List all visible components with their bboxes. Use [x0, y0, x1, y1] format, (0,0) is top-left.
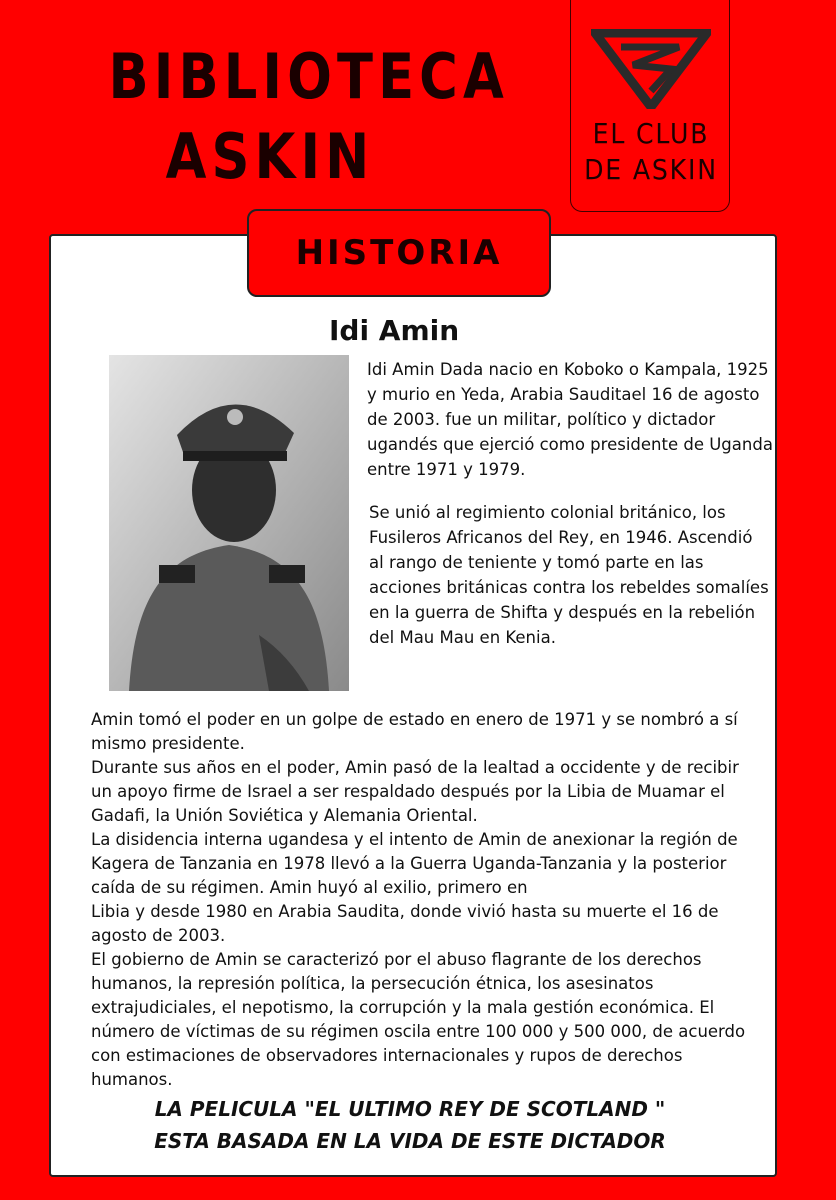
- footer-line2: ESTA BASADA EN LA VIDA DE ESTE DICTADOR: [154, 1129, 666, 1153]
- section-tab: HISTORIA: [247, 209, 551, 297]
- body-paragraph: Durante sus años en el poder, Amin pasó de la lealtad a occidente y de recibir un apoyo firme de Israel a ser respaldado después por la Libia de Muamar el Gadafi, la Unión Soviética y Alemania Oriental.: [91, 758, 739, 825]
- intro-paragraph: Idi Amin Dada nacio en Koboko o Kampala, 1925 y murio en Yeda, Arabia Sauditael 16 de agosto de 2003. fue un militar, político y dictador ugandés que ejerció como presidente de Uganda entre 1971 y 1979.: [367, 360, 773, 479]
- library-title-line1: BIBLIOTECA: [108, 40, 509, 113]
- club-name-line1: EL CLUB: [592, 117, 710, 150]
- body-paragraph: Libia y desde 1980 en Arabia Saudita, donde vivió hasta su muerte el 16 de agosto de 2003.: [91, 902, 719, 945]
- body-paragraph: La disidencia interna ugandesa y el intento de Amin de anexionar la región de Kagera de Tanzania en 1978 llevó a la Guerra Uganda-Tanzania y la posterior caída de su régimen. Amin huyó al exilio, primero en: [91, 830, 738, 897]
- article-body: [91, 708, 761, 1092]
- club-name-line2: DE ASKIN: [584, 153, 718, 186]
- article-title: Idi Amin: [329, 314, 460, 347]
- club-badge: [570, 0, 730, 212]
- body-paragraph: Amin tomó el poder en un golpe de estado en enero de 1971 y se nombró a sí mismo presidente.: [91, 710, 738, 753]
- body-paragraph: El gobierno de Amin se caracterizó por el abuso flagrante de los derechos humanos, la represión política, la persecución étnica, los asesinatos extrajudiciales, el nepotismo, la corrupción y la mala gestión económica. El número de víctimas de su régimen oscila entre 100 000 y 500 000, de acuerdo con estimaciones de observadores internacionales y rupos de derechos humanos.: [91, 950, 746, 1089]
- footer-line1: LA PELICULA "EL ULTIMO REY DE SCOTLAND ": [154, 1097, 666, 1121]
- library-title-line2: ASKIN: [165, 120, 375, 193]
- military-paragraph: Se unió al regimiento colonial británico, los Fusileros Africanos del Rey, en 1946. Ascendió al rango de teniente y tomó parte en las acciones británicas contra los rebeldes somalíes en la guerra de Shifta y después en la rebelión del Mau Mau en Kenia.: [369, 503, 769, 647]
- triangular-s-logo-icon: [591, 29, 711, 109]
- portrait-photo: [109, 355, 349, 691]
